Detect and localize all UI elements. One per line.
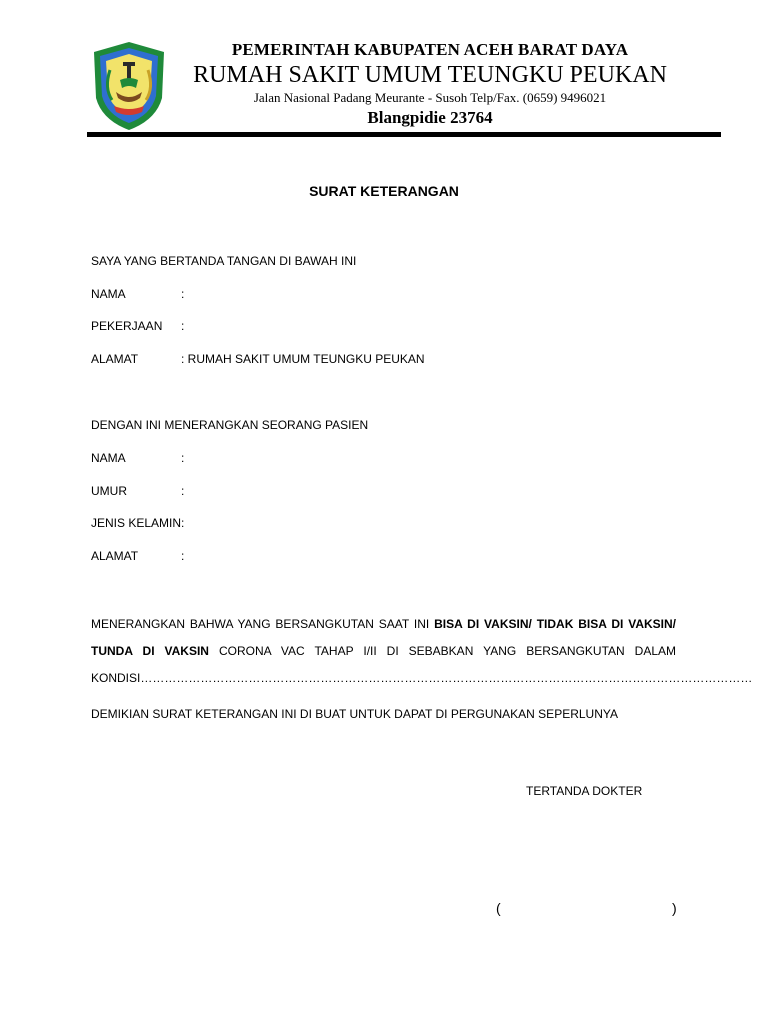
- field-row: [91, 319, 184, 333]
- statement-text: MENERANGKAN BAHWA YANG BERSANGKUTAN SAAT INI: [91, 617, 435, 631]
- government-name: PEMERINTAH KABUPATEN ACEH BARAT DAYA: [231, 40, 629, 59]
- signature-open-paren: (: [496, 900, 501, 916]
- signature-label: TERTANDA DOKTER: [526, 784, 643, 798]
- vaccine-status-options: BISA DI VAKSIN/ TIDAK BISA DI VAKSIN/ TUNDA DI VAKSIN: [91, 617, 676, 658]
- field-value: :: [181, 451, 185, 465]
- hospital-city: Blangpidie 23764: [367, 108, 493, 127]
- section1-intro: SAYA YANG BERTANDA TANGAN DI BAWAH INI: [91, 254, 357, 268]
- field-row: [91, 451, 184, 465]
- field-value: : RUMAH SAKIT UMUM TEUNGKU PEUKAN: [181, 352, 425, 366]
- field-row: [91, 549, 184, 563]
- field-value: :: [181, 484, 185, 498]
- field-row: [91, 516, 184, 530]
- section2-intro: DENGAN INI MENERANGKAN SEORANG PASIEN: [91, 418, 369, 432]
- field-label: ALAMAT: [91, 352, 139, 366]
- document-title: SURAT KETERANGAN: [309, 183, 459, 199]
- field-value: :: [181, 549, 185, 563]
- field-row: [91, 287, 184, 301]
- hospital-name: RUMAH SAKIT UMUM TEUNGKU PEUKAN: [193, 62, 667, 88]
- closing-statement: DEMIKIAN SURAT KETERANGAN INI DI BUAT UNTUK DAPAT DI PERGUNAKAN SEPERLUNYA: [91, 707, 618, 721]
- field-value: :: [181, 319, 185, 333]
- field-row: [91, 352, 425, 366]
- statement-text-cont: CORONA VAC TAHAP I/II DI SEBABKAN YANG BERSANGKUTAN DALAM KONDISI………………………………………………………………………………………………………………………………………: [91, 644, 753, 685]
- letterhead: [170, 40, 690, 130]
- statement-paragraph: [91, 611, 753, 692]
- field-value: :: [181, 516, 185, 530]
- field-label: ALAMAT: [91, 549, 139, 563]
- regency-emblem-logo: [90, 40, 168, 132]
- field-label: NAMA: [91, 451, 126, 465]
- field-label: JENIS KELAMIN: [91, 516, 182, 530]
- field-value: :: [181, 287, 185, 301]
- header-divider: [87, 132, 721, 137]
- field-label: NAMA: [91, 287, 126, 301]
- field-label: UMUR: [91, 484, 127, 498]
- field-label: PEKERJAAN: [91, 319, 163, 333]
- hospital-address: Jalan Nasional Padang Meurante - Susoh Telp/Fax. (0659) 9496021: [253, 90, 607, 105]
- signature-close-paren: ): [672, 900, 677, 916]
- field-row: [91, 484, 184, 498]
